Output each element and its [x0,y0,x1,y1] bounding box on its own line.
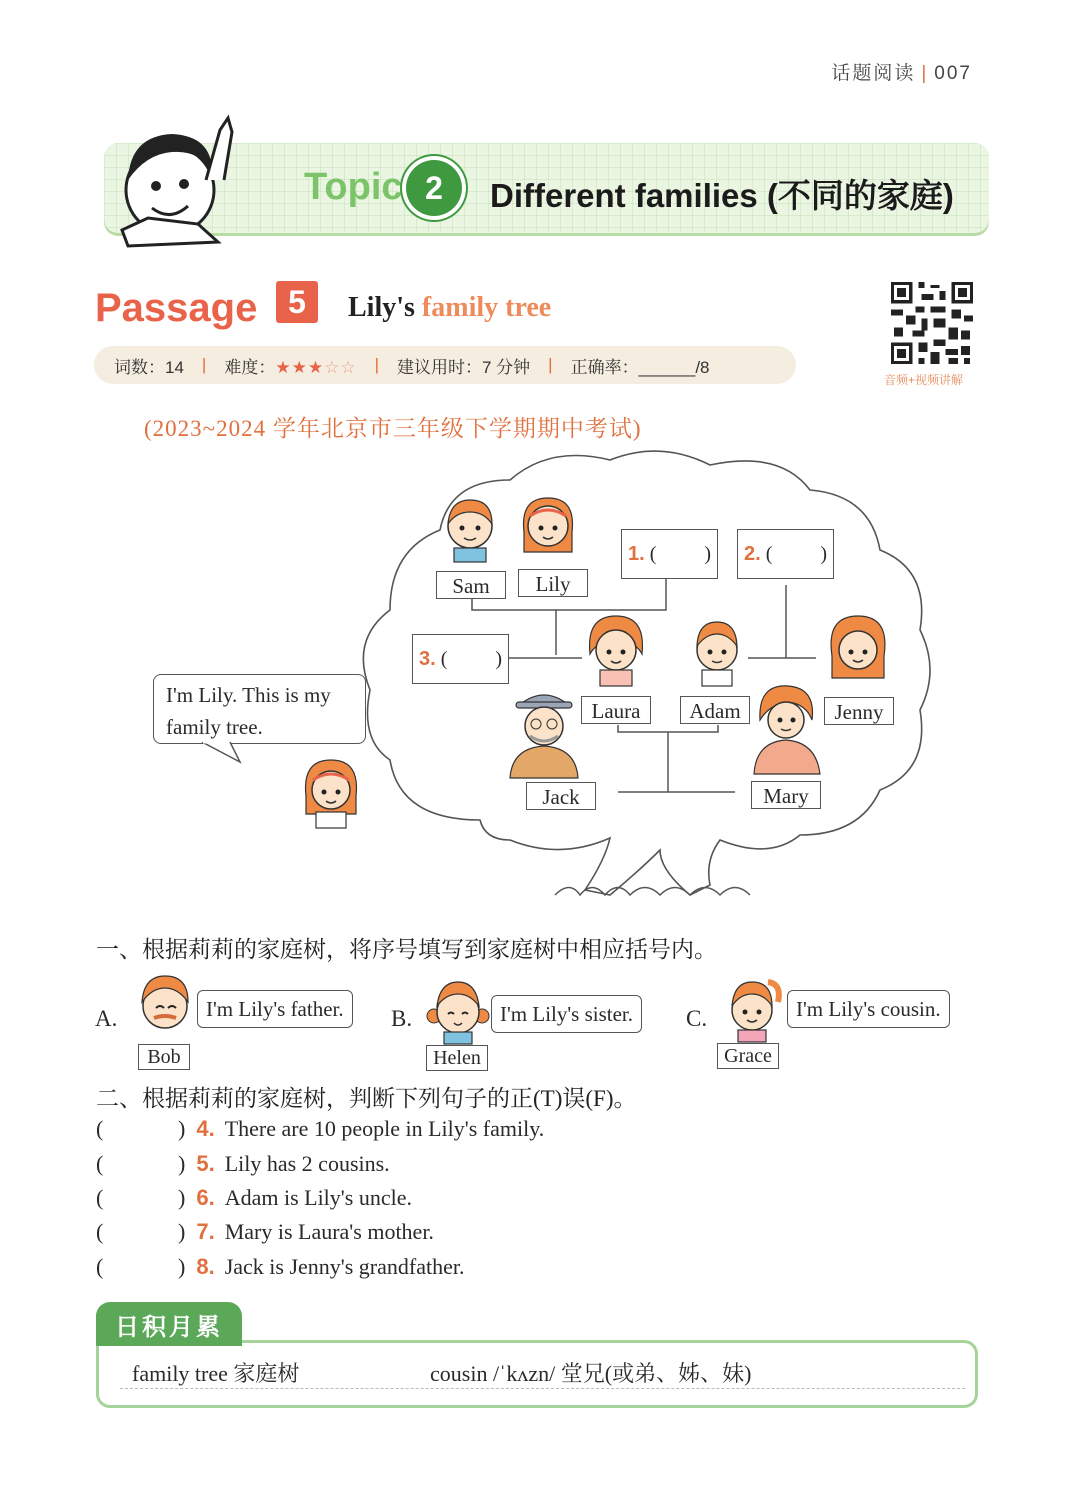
blank-number: 3. [419,647,436,670]
tree-name-sam: Sam [436,571,506,599]
bob-portrait [132,972,198,1044]
info-divider: | [374,355,379,374]
close-paren: ) [178,1185,186,1210]
star-empty-icons: ☆☆ [324,357,357,377]
option-b-name: Helen [426,1045,488,1071]
blank-open: ( [649,542,657,565]
tree-name-mary: Mary [751,781,821,809]
qr-code-icon[interactable] [886,279,978,367]
grace-portrait [722,972,784,1044]
lily-speaker-portrait [300,756,362,830]
question-4[interactable] [96,1113,544,1145]
page-number: 007 [934,63,972,84]
vocab-entry-family-tree: family tree 家庭树 [132,1361,300,1386]
question-number: 5. [196,1151,215,1176]
lily-portrait [516,492,580,564]
topic-word: Topic [304,166,403,208]
blank-open: ( [440,647,448,670]
close-paren: ) [178,1254,186,1279]
option-a-name: Bob [138,1044,190,1070]
tree-blank-2[interactable] [737,529,834,579]
laura-portrait [584,612,648,688]
qr-label: 音频+视频讲解 [884,373,964,387]
question-6[interactable] [96,1182,412,1214]
passage-number-badge: 5 [276,281,318,323]
answer-paren[interactable]: ( [96,1185,104,1210]
star-filled-icons: ★★★ [275,357,325,377]
question-number: 7. [196,1219,215,1244]
blank-close: ) [704,542,711,565]
option-b-bubble: I'm Lily's sister. [491,995,642,1033]
difficulty [224,353,356,378]
section-1-heading: 一、根据莉莉的家庭树，将序号填写到家庭树中相应括号内。 [96,937,717,962]
question-7[interactable] [96,1216,434,1248]
close-paren: ) [178,1116,186,1141]
question-8[interactable] [96,1251,464,1283]
tree-name-lily: Lily [518,569,588,597]
tree-blank-1[interactable] [621,529,718,579]
question-text: There are 10 people in Lily's family. [224,1116,545,1141]
tree-name-jack: Jack [526,782,596,810]
question-text: Adam is Lily's uncle. [224,1185,412,1210]
option-c-letter: C. [686,1006,708,1031]
passage-title-name: Lily's [348,292,415,323]
topic-number-badge: 2 [406,160,462,216]
blank-close: ) [495,647,502,670]
answer-paren[interactable]: ( [96,1219,104,1244]
blank-number: 2. [744,542,761,565]
option-b-letter: B. [391,1006,413,1031]
option-c-name: Grace [717,1043,779,1069]
answer-paren[interactable]: ( [96,1116,104,1141]
close-paren: ) [178,1151,186,1176]
vocab-entry-cousin: cousin /ˈkʌzn/ 堂兄(或弟、姊、妹) [430,1361,752,1386]
blank-close: ) [820,542,827,565]
question-5[interactable] [96,1148,390,1180]
difficulty-label: 难度： [224,357,276,377]
header-separator: | [921,63,929,84]
blank-number: 1. [628,542,645,565]
helen-portrait [426,976,490,1046]
speech-bubble-tail [200,742,246,764]
tree-blank-3[interactable] [412,634,509,684]
jack-portrait [504,684,584,780]
info-divider: | [201,355,207,374]
word-count: 词数：14 [114,357,184,377]
source-line: (2023~2024 学年北京市三年级下学期期中考试) [144,416,642,441]
vocab-tab: 日积月累 [96,1302,242,1346]
blank-open: ( [765,542,773,565]
passage-title-rest: family tree [421,292,552,323]
close-paren: ) [178,1219,186,1244]
section-2-heading: 二、根据莉莉的家庭树，判断下列句子的正(T)误(F)。 [96,1086,637,1111]
question-text: Jack is Jenny's grandfather. [224,1254,465,1279]
page-header [831,58,972,85]
topic-title: Different families (不同的家庭) [490,177,954,214]
adam-portrait [688,612,746,688]
vocab-divider [120,1388,965,1389]
question-number: 4. [196,1116,215,1141]
tree-name-adam: Adam [680,696,750,724]
mary-portrait [750,680,824,776]
jenny-portrait [826,612,890,688]
passage-word: Passage [95,286,258,330]
accuracy: 正确率：______/8 [570,357,710,377]
answer-paren[interactable]: ( [96,1151,104,1176]
question-text: Lily has 2 cousins. [224,1151,390,1176]
answer-paren[interactable]: ( [96,1254,104,1279]
option-a-letter: A. [95,1006,118,1031]
tree-name-laura: Laura [581,696,651,724]
option-c-bubble: I'm Lily's cousin. [787,990,950,1028]
suggested-time: 建议用时：7 分钟 [396,357,531,377]
header-title: 话题阅读 [831,63,916,84]
difficulty-stars [275,358,356,377]
question-number: 6. [196,1185,215,1210]
lily-speech-bubble: I'm Lily. This is my family tree. [153,674,366,744]
question-text: Mary is Laura's mother. [224,1219,434,1244]
tree-name-jenny: Jenny [824,697,894,725]
sam-portrait [440,494,500,564]
question-number: 8. [196,1254,215,1279]
cartoon-boy-illustration [108,110,248,250]
option-a-bubble: I'm Lily's father. [197,990,353,1028]
info-bar [94,346,796,384]
passage-title [348,292,551,324]
info-divider: | [548,355,553,374]
